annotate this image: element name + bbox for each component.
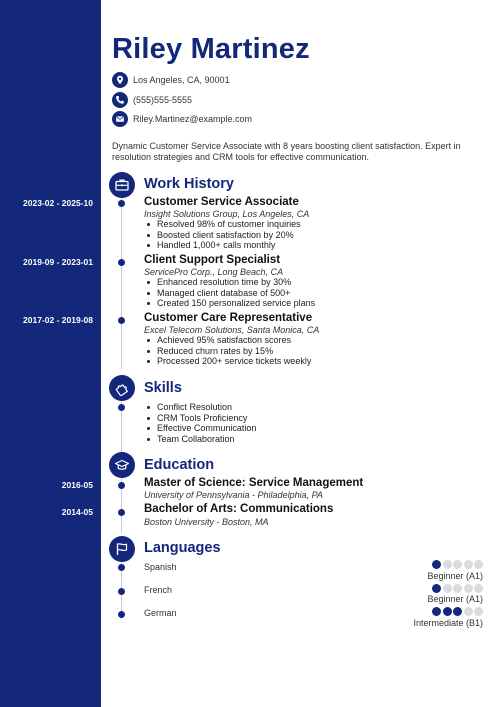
mail-icon bbox=[112, 111, 128, 127]
timeline-dot bbox=[118, 404, 125, 411]
contact-address bbox=[112, 72, 230, 88]
list-item: Resolved 98% of customer inquiries bbox=[144, 219, 301, 230]
rating-dot-empty bbox=[474, 607, 483, 616]
list-item: Team Collaboration bbox=[144, 434, 256, 445]
job-bullets bbox=[144, 219, 301, 251]
education-date: 2014-05 bbox=[61, 507, 93, 517]
phone-icon bbox=[112, 92, 128, 108]
work-history-heading: Work History bbox=[144, 176, 234, 192]
puzzle-icon bbox=[109, 375, 135, 401]
rating-dot-filled bbox=[443, 607, 452, 616]
degree-title: Bachelor of Arts: Communications bbox=[144, 503, 334, 515]
language-name: Spanish bbox=[144, 562, 177, 572]
timeline-dot bbox=[118, 588, 125, 595]
list-item: Handled 1,000+ calls monthly bbox=[144, 240, 301, 251]
job-company: Excel Telecom Solutions, Santa Monica, CA bbox=[144, 325, 320, 335]
language-level: Beginner (A1) bbox=[427, 571, 483, 581]
timeline-dot bbox=[118, 259, 125, 266]
job-bullets bbox=[144, 335, 311, 367]
job-company: ServicePro Corp., Long Beach, CA bbox=[144, 267, 284, 277]
list-item: CRM Tools Proficiency bbox=[144, 413, 256, 424]
list-item: Conflict Resolution bbox=[144, 402, 256, 413]
rating-dot-empty bbox=[443, 560, 452, 569]
language-rating bbox=[432, 607, 483, 616]
job-dates: 2019-09 - 2023-01 bbox=[23, 257, 93, 267]
rating-dot-empty bbox=[464, 584, 473, 593]
language-name: French bbox=[144, 585, 173, 595]
timeline-dot bbox=[118, 611, 125, 618]
professional-summary: Dynamic Customer Service Associate with 8 years boosting client satisfaction. Expert in resolution strategies and CRM tools for effective communication. bbox=[112, 141, 461, 162]
list-item: Reduced churn rates by 15% bbox=[144, 346, 311, 357]
school-name: Boston University - Boston, MA bbox=[144, 517, 269, 527]
skills-list bbox=[144, 402, 256, 445]
language-rating bbox=[432, 584, 483, 593]
education-date: 2016-05 bbox=[61, 480, 93, 490]
job-title: Customer Care Representative bbox=[144, 312, 313, 324]
list-item: Achieved 95% satisfaction scores bbox=[144, 335, 311, 346]
list-item: Boosted client satisfaction by 20% bbox=[144, 230, 301, 241]
language-name: German bbox=[144, 608, 177, 618]
list-item: Effective Communication bbox=[144, 423, 256, 434]
sidebar bbox=[0, 0, 101, 707]
rating-dot-empty bbox=[443, 584, 452, 593]
flag-icon bbox=[109, 536, 135, 562]
rating-dot-filled bbox=[432, 584, 441, 593]
rating-dot-empty bbox=[464, 560, 473, 569]
list-item: Created 150 personalized service plans bbox=[144, 298, 315, 309]
timeline-dot bbox=[118, 317, 125, 324]
list-item: Managed client database of 500+ bbox=[144, 288, 315, 299]
timeline-dot bbox=[118, 200, 125, 207]
contact-phone bbox=[112, 92, 192, 108]
timeline-dot bbox=[118, 564, 125, 571]
job-title: Client Support Specialist bbox=[144, 254, 281, 266]
graduation-cap-icon bbox=[109, 452, 135, 478]
email-link[interactable]: Riley.Martinez@example.com bbox=[133, 114, 253, 124]
phone-text: (555)555-5555 bbox=[133, 95, 193, 105]
skills-heading: Skills bbox=[144, 380, 182, 396]
timeline-dot bbox=[118, 482, 125, 489]
work-timeline-line bbox=[121, 196, 122, 369]
list-item: Processed 200+ service tickets weekly bbox=[144, 356, 311, 367]
job-title: Customer Service Associate bbox=[144, 196, 299, 208]
degree-title: Master of Science: Service Management bbox=[144, 477, 364, 489]
school-name: University of Pennsylvania - Philadelphia, PA bbox=[144, 490, 323, 500]
languages-heading: Languages bbox=[144, 540, 221, 556]
rating-dot-empty bbox=[464, 607, 473, 616]
location-pin-icon bbox=[112, 72, 128, 88]
address-text: Los Angeles, CA, 90001 bbox=[133, 75, 230, 85]
job-company: Insight Solutions Group, Los Angeles, CA bbox=[144, 209, 310, 219]
language-rating bbox=[432, 560, 483, 569]
rating-dot-filled bbox=[432, 560, 441, 569]
rating-dot-filled bbox=[432, 607, 441, 616]
language-level: Beginner (A1) bbox=[427, 594, 483, 604]
rating-dot-filled bbox=[453, 607, 462, 616]
education-heading: Education bbox=[144, 457, 215, 473]
job-dates: 2017-02 - 2019-08 bbox=[23, 315, 93, 325]
rating-dot-empty bbox=[474, 560, 483, 569]
timeline-dot bbox=[118, 509, 125, 516]
rating-dot-empty bbox=[474, 584, 483, 593]
language-level: Intermediate (B1) bbox=[413, 618, 483, 628]
rating-dot-empty bbox=[453, 584, 462, 593]
list-item: Enhanced resolution time by 30% bbox=[144, 277, 315, 288]
rating-dot-empty bbox=[453, 560, 462, 569]
job-dates: 2023-02 - 2025-10 bbox=[23, 198, 93, 208]
briefcase-icon bbox=[109, 172, 135, 198]
job-bullets bbox=[144, 277, 315, 309]
candidate-name: Riley Martinez bbox=[112, 33, 310, 65]
contact-email[interactable] bbox=[112, 111, 252, 127]
